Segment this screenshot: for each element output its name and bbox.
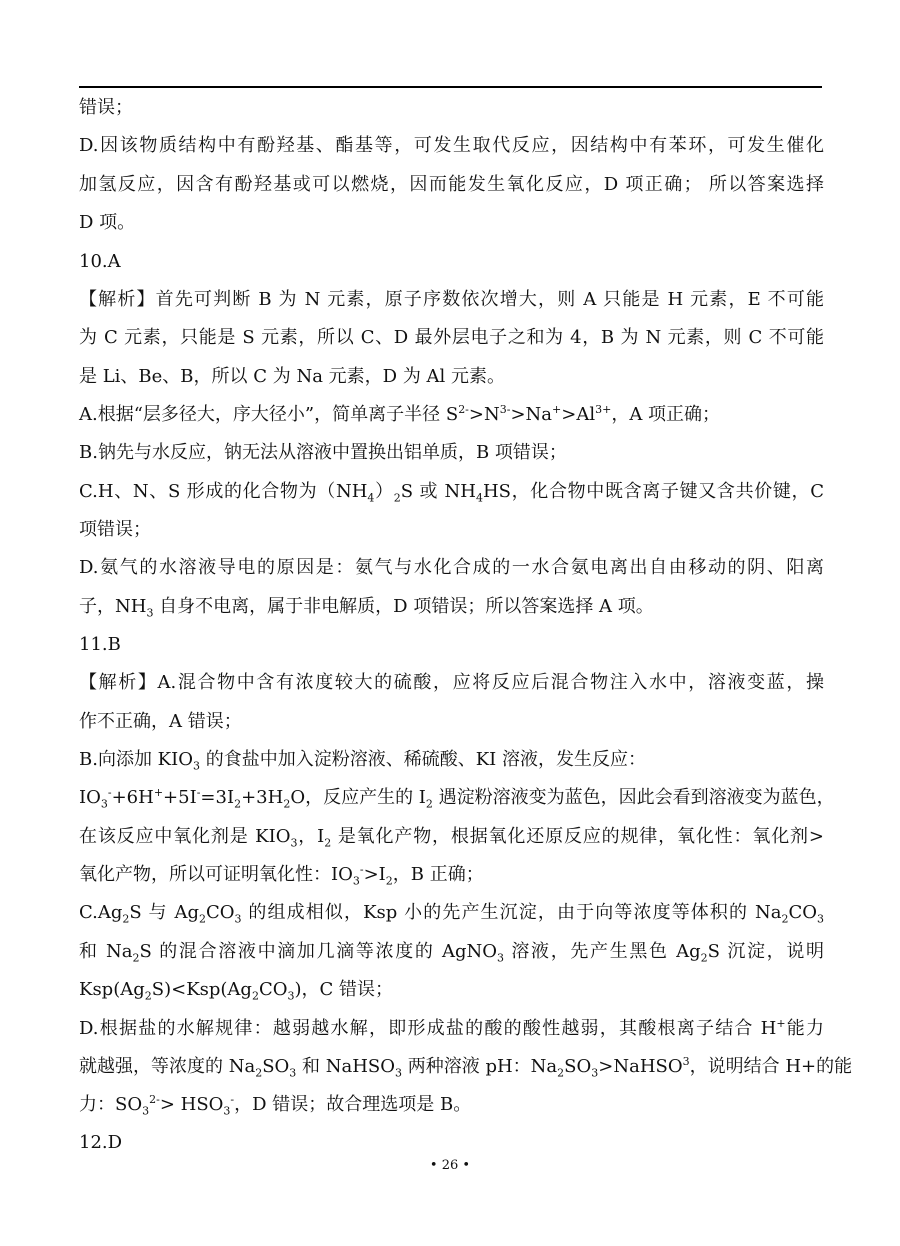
subscript: 3 (289, 1066, 297, 1080)
text-run: 错误； (79, 97, 133, 118)
text-run: S)<Ksp(Ag (151, 979, 252, 1000)
superscript: 2- (458, 403, 469, 416)
text-line (79, 135, 824, 157)
text-run: 的能 (816, 1056, 853, 1077)
text-run: 子，NH (79, 596, 147, 617)
text-run: +6H (111, 787, 154, 808)
text-run: IO (79, 787, 101, 808)
text-run: D 项。 (79, 212, 136, 233)
subscript: 4 (475, 491, 483, 505)
text-run: 是氧化产物，根据氧化还原反应的规律，氧化性：氧化剂> (331, 826, 824, 847)
subscript: 3 (223, 1104, 231, 1118)
subscript: 3 (100, 797, 108, 811)
subscript: 2 (557, 1066, 565, 1080)
text-line (79, 1094, 824, 1116)
text-run: 项错误； (79, 519, 151, 540)
subscript: 2 (283, 797, 291, 811)
superscript: - (359, 863, 364, 876)
superscript: 2- (149, 1093, 160, 1106)
text-run: SO (262, 1056, 290, 1077)
text-run: O，反应产生的 I (290, 787, 426, 808)
text-run: 【解析】首先可判断 B 为 N 元素，原子序数依次增大，则 A 只能是 H 元素，E 不可能 (79, 289, 824, 310)
text-run: 在该反应中氧化剂是 KIO (79, 826, 291, 847)
text-run: D.氨气的水溶液导电的原因是：氨气与水化合成的一水合氨电离出自由移动的阴、阳离 (79, 557, 824, 578)
text-line (79, 1018, 824, 1040)
text-run: +5I (163, 787, 197, 808)
subscript: 2 (132, 951, 140, 965)
superscript: - (196, 786, 201, 799)
text-run: ，I (297, 826, 325, 847)
text-run: D.因该物质结构中有酚羟基、酯基等，可发生取代反应，因结构中有苯环，可发生催化 (79, 135, 824, 156)
question-number (79, 1132, 824, 1154)
superscript: + (153, 786, 164, 799)
text-run: 和 NaHSO (296, 1056, 396, 1077)
subscript: 2 (700, 951, 708, 965)
text-line (79, 786, 835, 811)
text-line (79, 596, 824, 618)
text-line (79, 557, 824, 579)
text-run: 溶液，先产生黑色 Ag (504, 941, 701, 962)
text-line (79, 864, 824, 886)
text-run: HS，化合物中既含离子键又含共价键，C (482, 481, 824, 502)
text-run: 自身不电离，属于非电解质，D 项错误；所以答案选择 A 项。 (153, 596, 654, 617)
text-run: >N (468, 404, 500, 425)
text-run: 加氢反应，因含有酚羟基或可以燃烧，因而能发生氧化反应，D 项正确； 所以答案选择 (79, 174, 824, 195)
text-run: 10.A (79, 251, 121, 272)
subscript: 2 (234, 797, 242, 811)
superscript: + (552, 403, 562, 416)
text-line (79, 404, 824, 426)
text-run: 力：SO (79, 1094, 143, 1115)
text-run: 为 C 元素，只能是 S 元素，所以 C、D 最外层电子之和为 4，B 为 N 元素，则 C 不可能 (79, 327, 824, 348)
text-run: S 的混合溶液中滴加几滴等浓度的 AgNO (139, 941, 497, 962)
superscript: - (107, 786, 112, 799)
text-run: 12.D (79, 1132, 123, 1153)
superscript: 3- (499, 403, 511, 416)
superscript: 3+ (595, 403, 612, 416)
text-run: 作不正确，A 错误； (79, 711, 242, 732)
text-run: B.钠先与水反应，钠无法从溶液中置换出铝单质，B 项错误； (79, 442, 567, 463)
text-run: ，A 项正确； (611, 404, 721, 425)
text-line (79, 481, 824, 503)
text-line (79, 289, 824, 311)
text-line (79, 749, 824, 771)
text-run: > HSO (159, 1094, 224, 1115)
subscript: 2 (425, 797, 433, 811)
question-number (79, 251, 824, 273)
text-run: C.Ag (79, 902, 123, 923)
text-run: CO (206, 902, 235, 923)
text-run: +3H (241, 787, 284, 808)
header-rule (79, 86, 822, 88)
text-run: 两种溶液 pH：Na (402, 1056, 558, 1077)
text-line (79, 174, 824, 196)
subscript: 2 (122, 912, 130, 926)
text-run: 11.B (79, 634, 121, 655)
subscript: 3 (395, 1066, 403, 1080)
subscript: 2 (781, 912, 789, 926)
text-line (79, 711, 824, 733)
subscript: 3 (193, 759, 200, 773)
subscript: 3 (142, 1104, 150, 1118)
subscript: 3 (146, 606, 154, 620)
text-line (79, 97, 824, 119)
subscript: 3 (817, 912, 824, 926)
subscript: 2 (255, 1066, 263, 1080)
text-run: D.根据盐的水解规律：越弱越水解，即形成盐的酸的酸性越弱，其酸根离子结合 H (79, 1018, 777, 1039)
subscript: 3 (352, 874, 360, 888)
text-run: =3I (200, 787, 235, 808)
text-run: 是 Li、Be、B，所以 C 为 Na 元素，D 为 Al 元素。 (79, 366, 506, 387)
text-run: Ksp(Ag (79, 979, 145, 1000)
text-run: >NaHSO (598, 1056, 683, 1077)
subscript: 2 (385, 874, 393, 888)
text-run: 【解析】A.混合物中含有浓度较大的硫酸，应将反应后混合物注入水中，溶液变蓝，操 (79, 672, 824, 693)
text-run: ） (374, 481, 394, 502)
subscript: 2 (144, 989, 152, 1003)
subscript: 3 (234, 912, 242, 926)
text-run: B.向添加 KIO (79, 749, 193, 770)
text-run: ，说明结合 H (689, 1056, 802, 1077)
text-run: 就越强，等浓度的 Na (79, 1056, 256, 1077)
subscript: 3 (591, 1066, 599, 1080)
text-run: >Na (510, 404, 553, 425)
text-run: >Al (561, 404, 596, 425)
text-line (79, 672, 824, 694)
subscript: 3 (287, 989, 295, 1003)
text-run: SO (564, 1056, 592, 1077)
text-run: A.根据“层多径大，序大径小”，简单离子半径 S (79, 404, 459, 425)
superscript: + (776, 1017, 786, 1030)
text-run: 和 Na (79, 941, 133, 962)
text-line (79, 941, 824, 963)
subscript: 4 (367, 491, 375, 505)
subscript: 2 (324, 836, 332, 850)
subscript: 2 (251, 989, 259, 1003)
text-run: C.H、N、S 形成的化合物为（NH (79, 481, 368, 502)
text-run: )，C 错误； (294, 979, 394, 1000)
text-line (79, 212, 824, 234)
text-run: CO (258, 979, 288, 1000)
text-line (79, 902, 824, 924)
text-run: S 或 NH (400, 481, 476, 502)
superscript: 3 (682, 1055, 690, 1068)
text-line (79, 826, 824, 848)
subscript: 2 (393, 491, 401, 505)
text-run: 的食盐中加入淀粉溶液、稀硫酸、KI 溶液，发生反应： (200, 749, 646, 770)
text-run: 能力 (785, 1018, 824, 1039)
text-run: 的组成相似，Ksp 小的先产生沉淀，由于向等浓度等体积的 Na (241, 902, 782, 923)
superscript: - (230, 1093, 235, 1106)
text-run: 氧化产物，所以可证明氧化性：IO (79, 864, 353, 885)
text-line (79, 519, 824, 541)
text-line (79, 327, 824, 349)
subscript: 3 (497, 951, 504, 965)
text-line (79, 366, 824, 388)
text-line (79, 442, 824, 464)
text-run: S 沉淀，说明 (707, 941, 825, 962)
page-number: • 26 • (429, 1158, 471, 1173)
text-run: ，D 错误；故合理选项是 B。 (234, 1094, 472, 1115)
subscript: 2 (199, 912, 207, 926)
text-line (79, 979, 824, 1001)
text-run: ，B 正确； (392, 864, 484, 885)
text-run: CO (788, 902, 817, 923)
text-run: >I (363, 864, 386, 885)
text-line (79, 1055, 853, 1080)
text-run: S 与 Ag (129, 902, 200, 923)
text-run: + (801, 1056, 817, 1077)
subscript: 3 (290, 836, 298, 850)
text-run: 遇淀粉溶液变为蓝色，因此会看到溶液变为蓝色， (432, 787, 835, 808)
question-number (79, 634, 824, 656)
